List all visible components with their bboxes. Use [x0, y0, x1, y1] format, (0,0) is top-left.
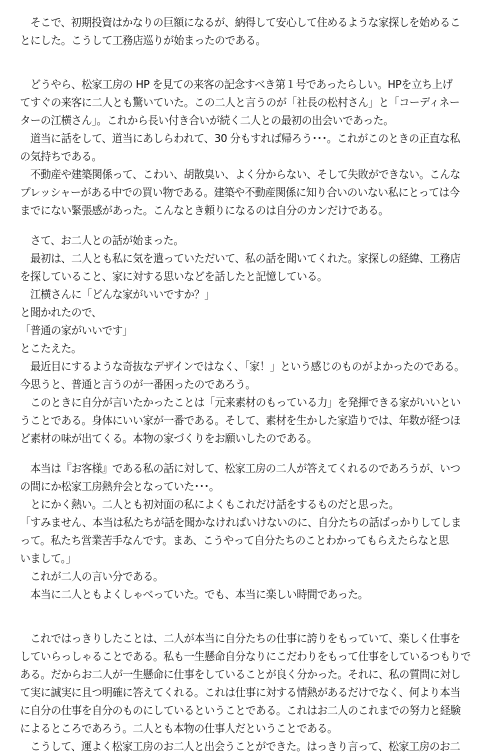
text-line: って。私たち営業苦手なんです。まあ、こうやって自分たちのことわかってもらえたらなと思 — [20, 535, 449, 547]
text-line: これではっきりしたことは、二人が本当に自分たちの仕事に誇りをもっていて、楽しく仕事を — [20, 633, 461, 645]
paragraph-conclusion — [20, 630, 486, 756]
text-line: 道当に話をして、道当にあしらわれて、30 分もすれば帰ろう･･･。これがこのときの正直な私 — [20, 133, 460, 145]
text-line: の気持ちである。 — [20, 151, 102, 163]
paragraph-conversation — [20, 232, 486, 448]
text-line: さて、お二人との話が始まった。 — [20, 235, 184, 247]
text-line: 最初は、二人とも私に気を遣っていただいて、私の話を聞いてくれた。家探しの経緯、工務店 — [20, 253, 461, 265]
text-line: ターの江横さん」。これから長い付き合いが続く二人との最初の出会いであった。 — [20, 115, 394, 127]
text-line: て実に誠実に且つ明確に答えてくれる。これは仕事に対する情熱があるだけでなく、何より本当 — [20, 687, 461, 699]
text-line: ある。だからお二人が一生懸命に仕事をしていることが良く分かった。それに、私の質問に対し — [20, 669, 461, 681]
text-line: 江横さんに「どんな家がいいですか？」 — [20, 289, 215, 301]
paragraph-intro — [20, 14, 486, 50]
text-line: そこで、初期投資はかなりの巨額になるが、納得して安心して住めるような家探しを始めるこ — [20, 17, 461, 29]
text-line: どうやら、松家工房の HP を見ての来客の記念すべき第１号であったらしい。HPを立ち上げ — [20, 79, 453, 91]
paragraph-first-meeting — [20, 76, 486, 220]
text-line: 本当に二人ともよくしゃべっていた。でも、本当に楽しい時間であった。 — [20, 589, 369, 601]
text-line: とにかく熱い。二人とも初対面の私によくもこれだけ話をするものだと思った。 — [20, 499, 400, 511]
text-line: こうして、運よく松家工房のお二人と出会うことができた。はっきり言って、松家工房のお二 — [20, 741, 461, 753]
text-line: いまして。」 — [20, 553, 76, 565]
text-line: このときに自分が言いたかったことは「元来素材のもっている力」を発揮できる家がいいとい — [20, 397, 461, 409]
text-line: 最近目にするような奇抜なデザインではなく、「家！」という感じのものがよかったのである。 — [20, 361, 465, 373]
paragraph-passion — [20, 460, 486, 604]
text-line: てすぐの来客に二人とも驚いていた。この二人と言うのが「社長の松村さん」と「コーディネー — [20, 97, 460, 109]
text-line: によるところであろう。二人とも本物の仕事人だということである。 — [20, 723, 338, 735]
text-line: 「普通の家がいいです」 — [20, 325, 133, 337]
text-line: プレッシャーがある中での買い物である。建築や不動産関係に知り合いのいない私にとっては今 — [20, 187, 460, 199]
text-line: の間にか松家工房熱弁会となっていた･･･。 — [20, 481, 220, 493]
text-line: していらっしゃることである。私も一生懸命自分なりにこだわりをもって仕事をしているつもりで — [20, 651, 471, 663]
text-line: うことである。身体にいい家が一番である。そして、素材を生かした家造りでは、年数が経つほ — [20, 415, 461, 427]
text-line: と聞かれたので、 — [20, 307, 102, 319]
text-line: とこたえた。 — [20, 343, 82, 355]
text-line: これが二人の言い分である。 — [20, 571, 164, 583]
text-line: とにした。こうして工務店巡りが始まったのである。 — [20, 35, 266, 47]
text-line: 不動産や建築関係って、こわい、胡散臭い、よく分からない、そして失敗ができない。こんな — [20, 169, 461, 181]
text-line: 今思うと、普通と言うのが一番困ったのであろう。 — [20, 379, 256, 391]
text-line: ど素材の味が出てくる。本物の家づくりをお願いしたのである。 — [20, 433, 318, 445]
text-line: までにない緊張感があった。こんなとき頼りになるのは自分のカンだけである。 — [20, 205, 389, 217]
text-line: 本当は『お客様』である私の話に対して、松家工房の二人が答えてくれるのであろうが、いつ — [20, 463, 461, 475]
text-line: を探していること、家に対する思いなどを話したと記憶している。 — [20, 271, 328, 283]
text-line: 「すみません、本当は私たちが話を聞かなければいけないのに、自分たちの話ばっかりしてしま — [20, 517, 462, 529]
text-line: に自分の仕事を自分のものにしているということである。これはお二人のこれまでの努力と経験 — [20, 705, 461, 717]
